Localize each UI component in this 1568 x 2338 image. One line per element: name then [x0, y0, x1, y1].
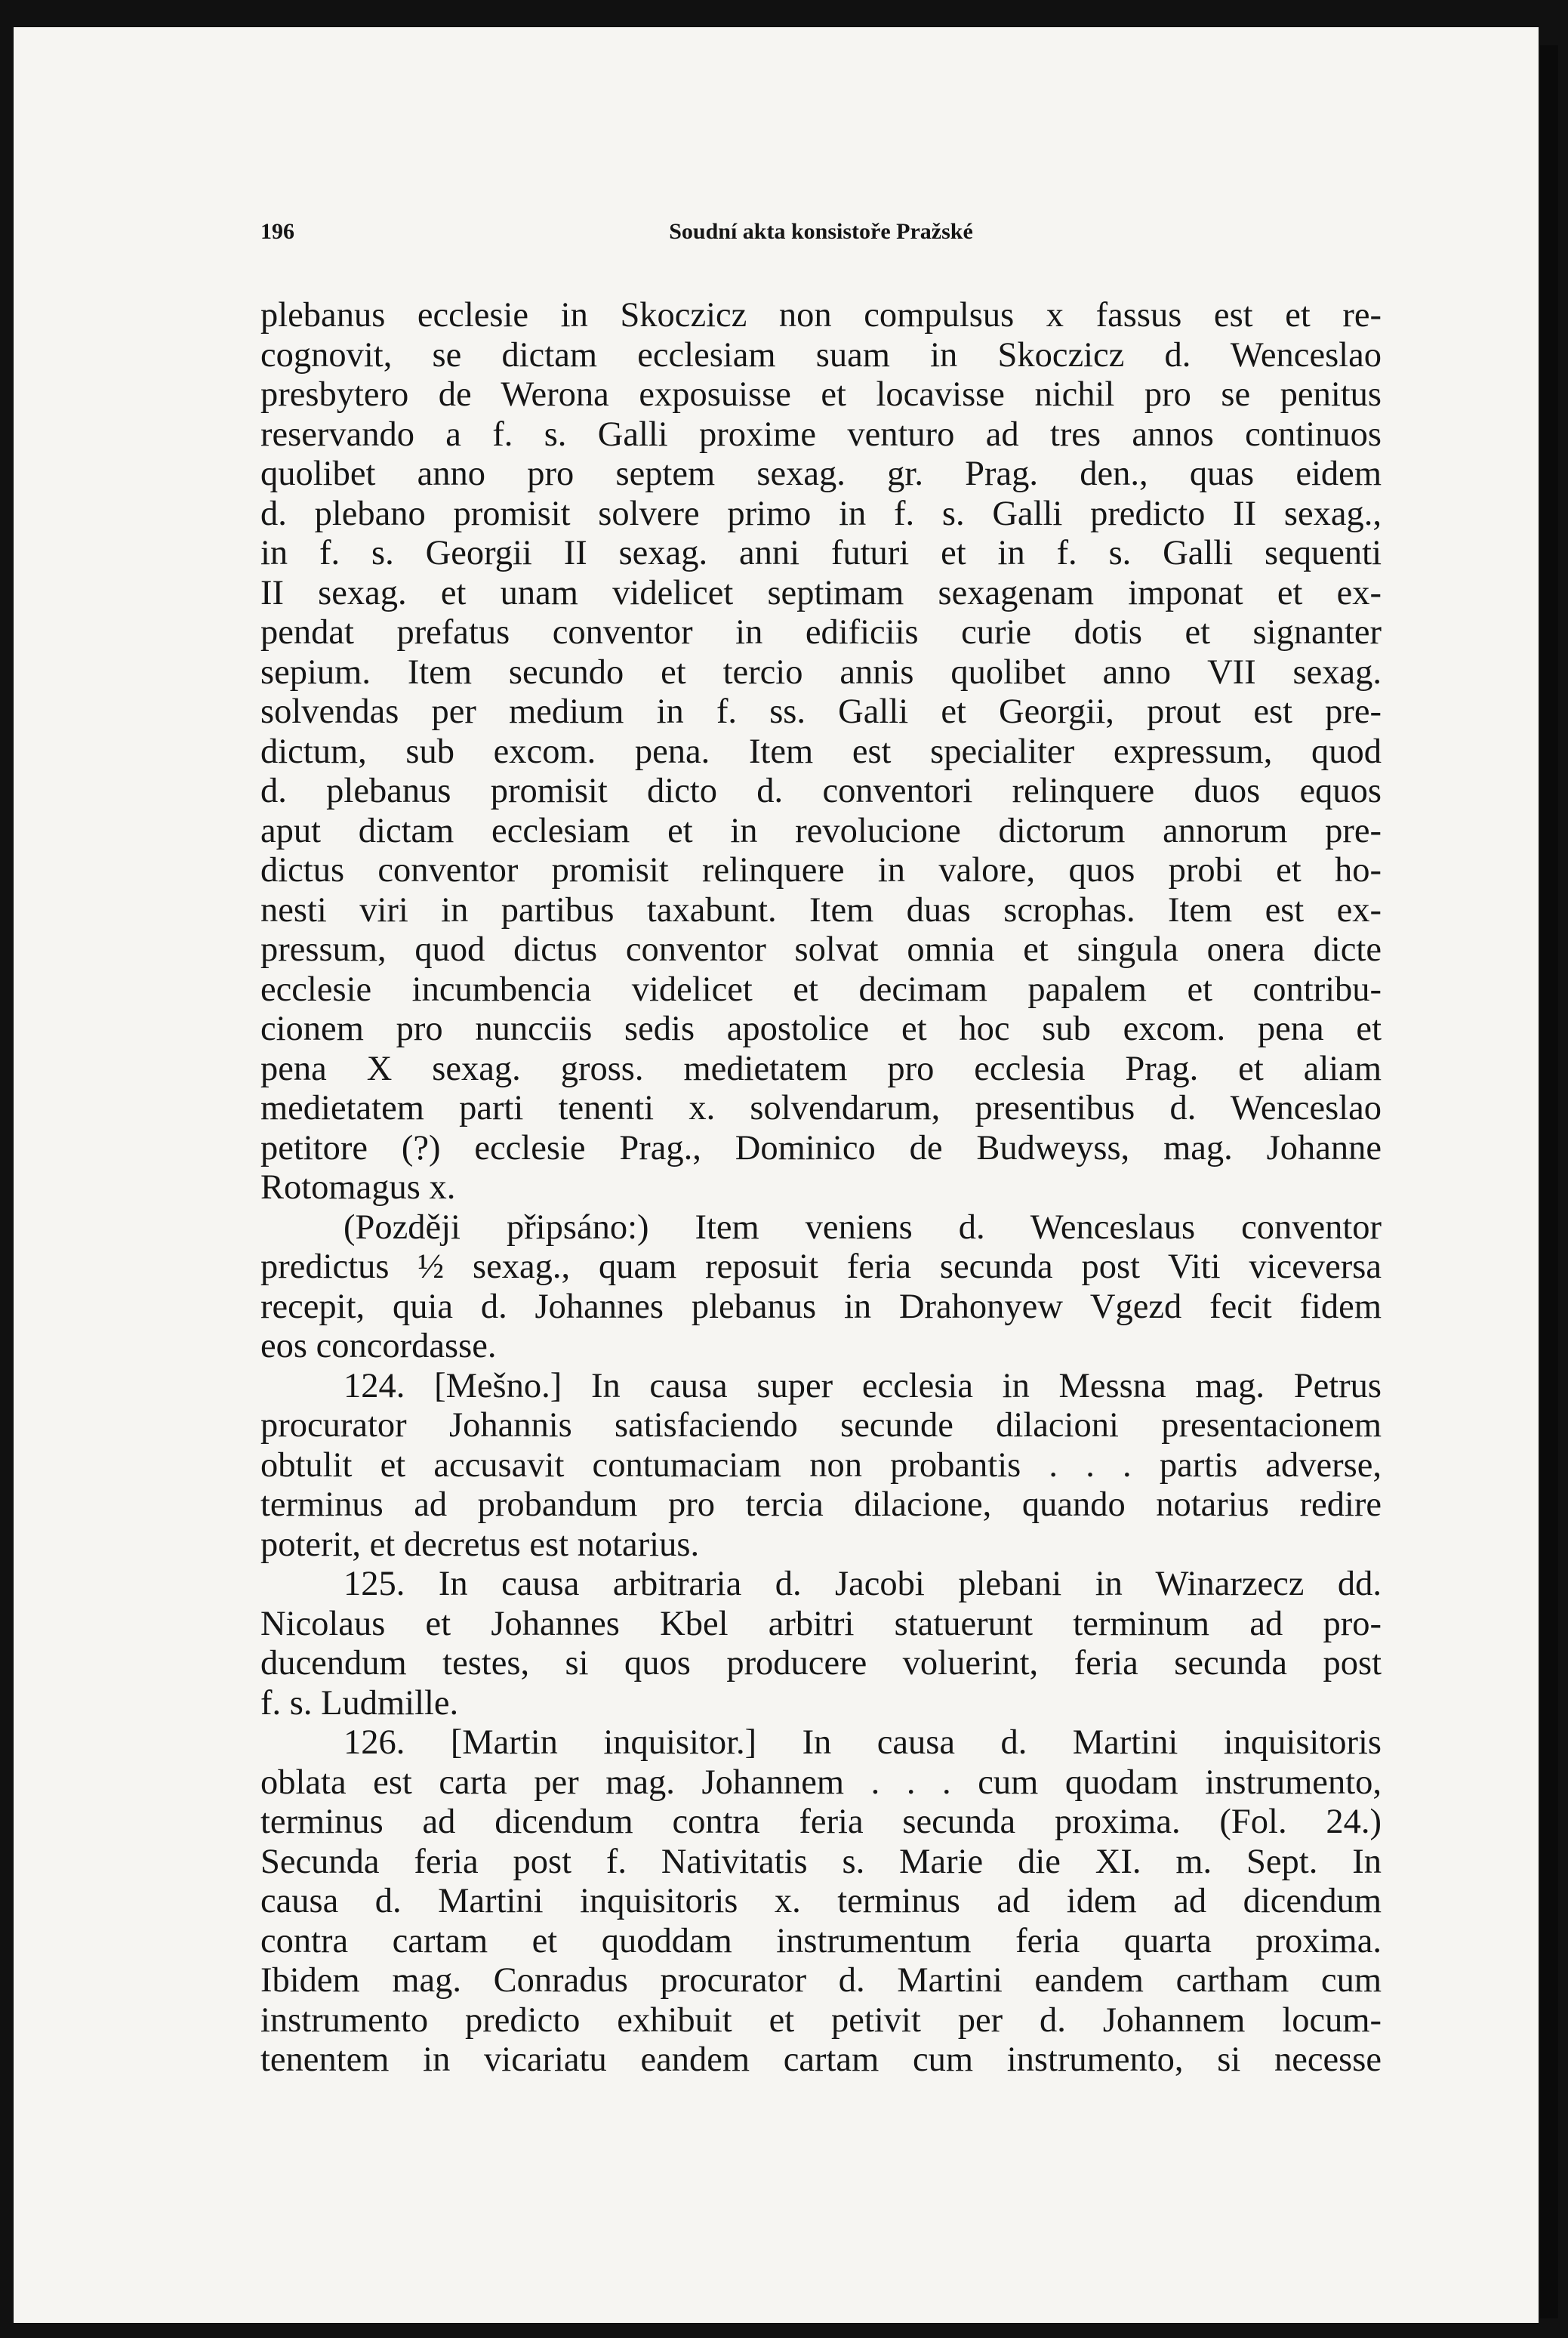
text-line: Nicolaus et Johannes Kbel arbitri statuerunt terminum ad pro- [260, 1604, 1382, 1643]
text-line: obtulit et accusavit contumaciam non probantis . . . partis adverse, [260, 1445, 1382, 1485]
binding-edge [1540, 45, 1558, 2318]
text-line: contra cartam et quoddam instrumentum feria quarta proxima. [260, 1921, 1382, 1960]
text-line: quolibet anno pro septem sexag. gr. Prag. den., quas eidem [260, 455, 1382, 493]
text-line: petitore (?) ecclesie Prag., Dominico de Budweyss, mag. Johanne [260, 1128, 1382, 1167]
page-header [260, 219, 1382, 249]
text-line: dictus conventor promisit relinquere in valore, quos probi et ho- [260, 851, 1382, 890]
text-line: d. plebanus promisit dicto d. conventori relinquere duos equos [260, 772, 1382, 810]
running-title: Soudní akta konsistoře Pražské [669, 219, 973, 244]
text-line: instrumento predicto exhibuit et petivit per d. Johannem locum- [260, 2000, 1382, 2040]
text-line: poterit, et decretus est notarius. [260, 1525, 700, 1564]
entry-126-start-line: 126. [Martin inquisitor.] In causa d. Martini inquisitoris [343, 1723, 1382, 1762]
text-line: pressum, quod dictus conventor solvat omnia et singula onera dicte [260, 930, 1382, 969]
text-line: Secunda feria post f. Nativitatis s. Marie die XI. m. Sept. In [260, 1842, 1382, 1881]
text-line: tenentem in vicariatu eandem cartam cum instrumento, si necesse [260, 2040, 1382, 2079]
text-line: Rotomagus x. [260, 1168, 456, 1207]
text-line: causa d. Martini inquisitoris x. terminus ad idem ad dicendum [260, 1882, 1382, 1920]
text-line: Ibidem mag. Conradus procurator d. Martini eandem cartham cum [260, 1961, 1382, 2000]
text-line: ecclesie incumbencia videlicet et decimam papalem et contribu- [260, 970, 1382, 1009]
text-line: predictus ½ sexag., quam reposuit feria secunda post Viti viceversa [260, 1248, 1382, 1286]
text-line: oblata est carta per mag. Johannem . . . cum quodam instrumento, [260, 1763, 1382, 1802]
text-line: d. plebano promisit solvere primo in f. s. Galli predicto II sexag., [260, 494, 1382, 533]
text-line: II sexag. et unam videlicet septimam sexagenam imponat et ex- [260, 573, 1382, 612]
text-line: cognovit, se dictam ecclesiam suam in Skoczicz d. Wenceslao [260, 335, 1382, 375]
text-line: pendat prefatus conventor in edificiis curie dotis et signanter [260, 613, 1382, 652]
text-line: pena X sexag. gross. medietatem pro ecclesia Prag. et aliam [260, 1049, 1382, 1088]
entry-124-start-line: 124. [Mešno.] In causa super ecclesia in Messna mag. Petrus [343, 1366, 1382, 1405]
text-line: in f. s. Georgii II sexag. anni futuri et in f. s. Galli sequenti [260, 534, 1382, 572]
text-line: presbytero de Werona exposuisse et locavisse nichil pro se penitus [260, 375, 1382, 414]
text-line: eos concordasse. [260, 1327, 497, 1365]
entry-125-start-line: 125. In causa arbitraria d. Jacobi plebani in Winarzecz dd. [343, 1565, 1382, 1603]
text-line: cionem pro nuncciis sedis apostolice et hoc sub excom. pena et [260, 1010, 1382, 1048]
text-line: terminus ad dicendum contra feria secunda proxima. (Fol. 24.) [260, 1803, 1382, 1841]
paragraph-start-line: (Později připsáno:) Item veniens d. Wenceslaus conventor [343, 1208, 1382, 1247]
text-line: dictum, sub excom. pena. Item est specialiter expressum, quod [260, 732, 1382, 771]
text-line: sepium. Item secundo et tercio annis quolibet anno VII sexag. [260, 652, 1382, 692]
text-line: aput dictam ecclesiam et in revolucione dictorum annorum pre- [260, 811, 1382, 850]
text-line: medietatem parti tenenti x. solvendarum, presentibus d. Wenceslao [260, 1089, 1382, 1127]
text-line: recepit, quia d. Johannes plebanus in Drahonyew Vgezd fecit fidem [260, 1287, 1382, 1326]
page-number: 196 [260, 219, 294, 244]
text-line: procurator Johannis satisfaciendo secunde dilacioni presentacionem [260, 1406, 1382, 1445]
text-line: f. s. Ludmille. [260, 1683, 459, 1723]
text-line: plebanus ecclesie in Skoczicz non compulsus x fassus est et re- [260, 296, 1382, 335]
text-body [260, 296, 1382, 2080]
text-line: reservando a f. s. Galli proxime venturo ad tres annos continuos [260, 415, 1382, 454]
text-line: ducendum testes, si quos producere voluerint, feria secunda post [260, 1644, 1382, 1683]
text-line: nesti viri in partibus taxabunt. Item duas scrophas. Item est ex- [260, 890, 1382, 930]
text-line: solvendas per medium in f. ss. Galli et Georgii, prout est pre- [260, 692, 1382, 731]
text-line: terminus ad probandum pro tercia dilacione, quando notarius redire [260, 1485, 1382, 1524]
